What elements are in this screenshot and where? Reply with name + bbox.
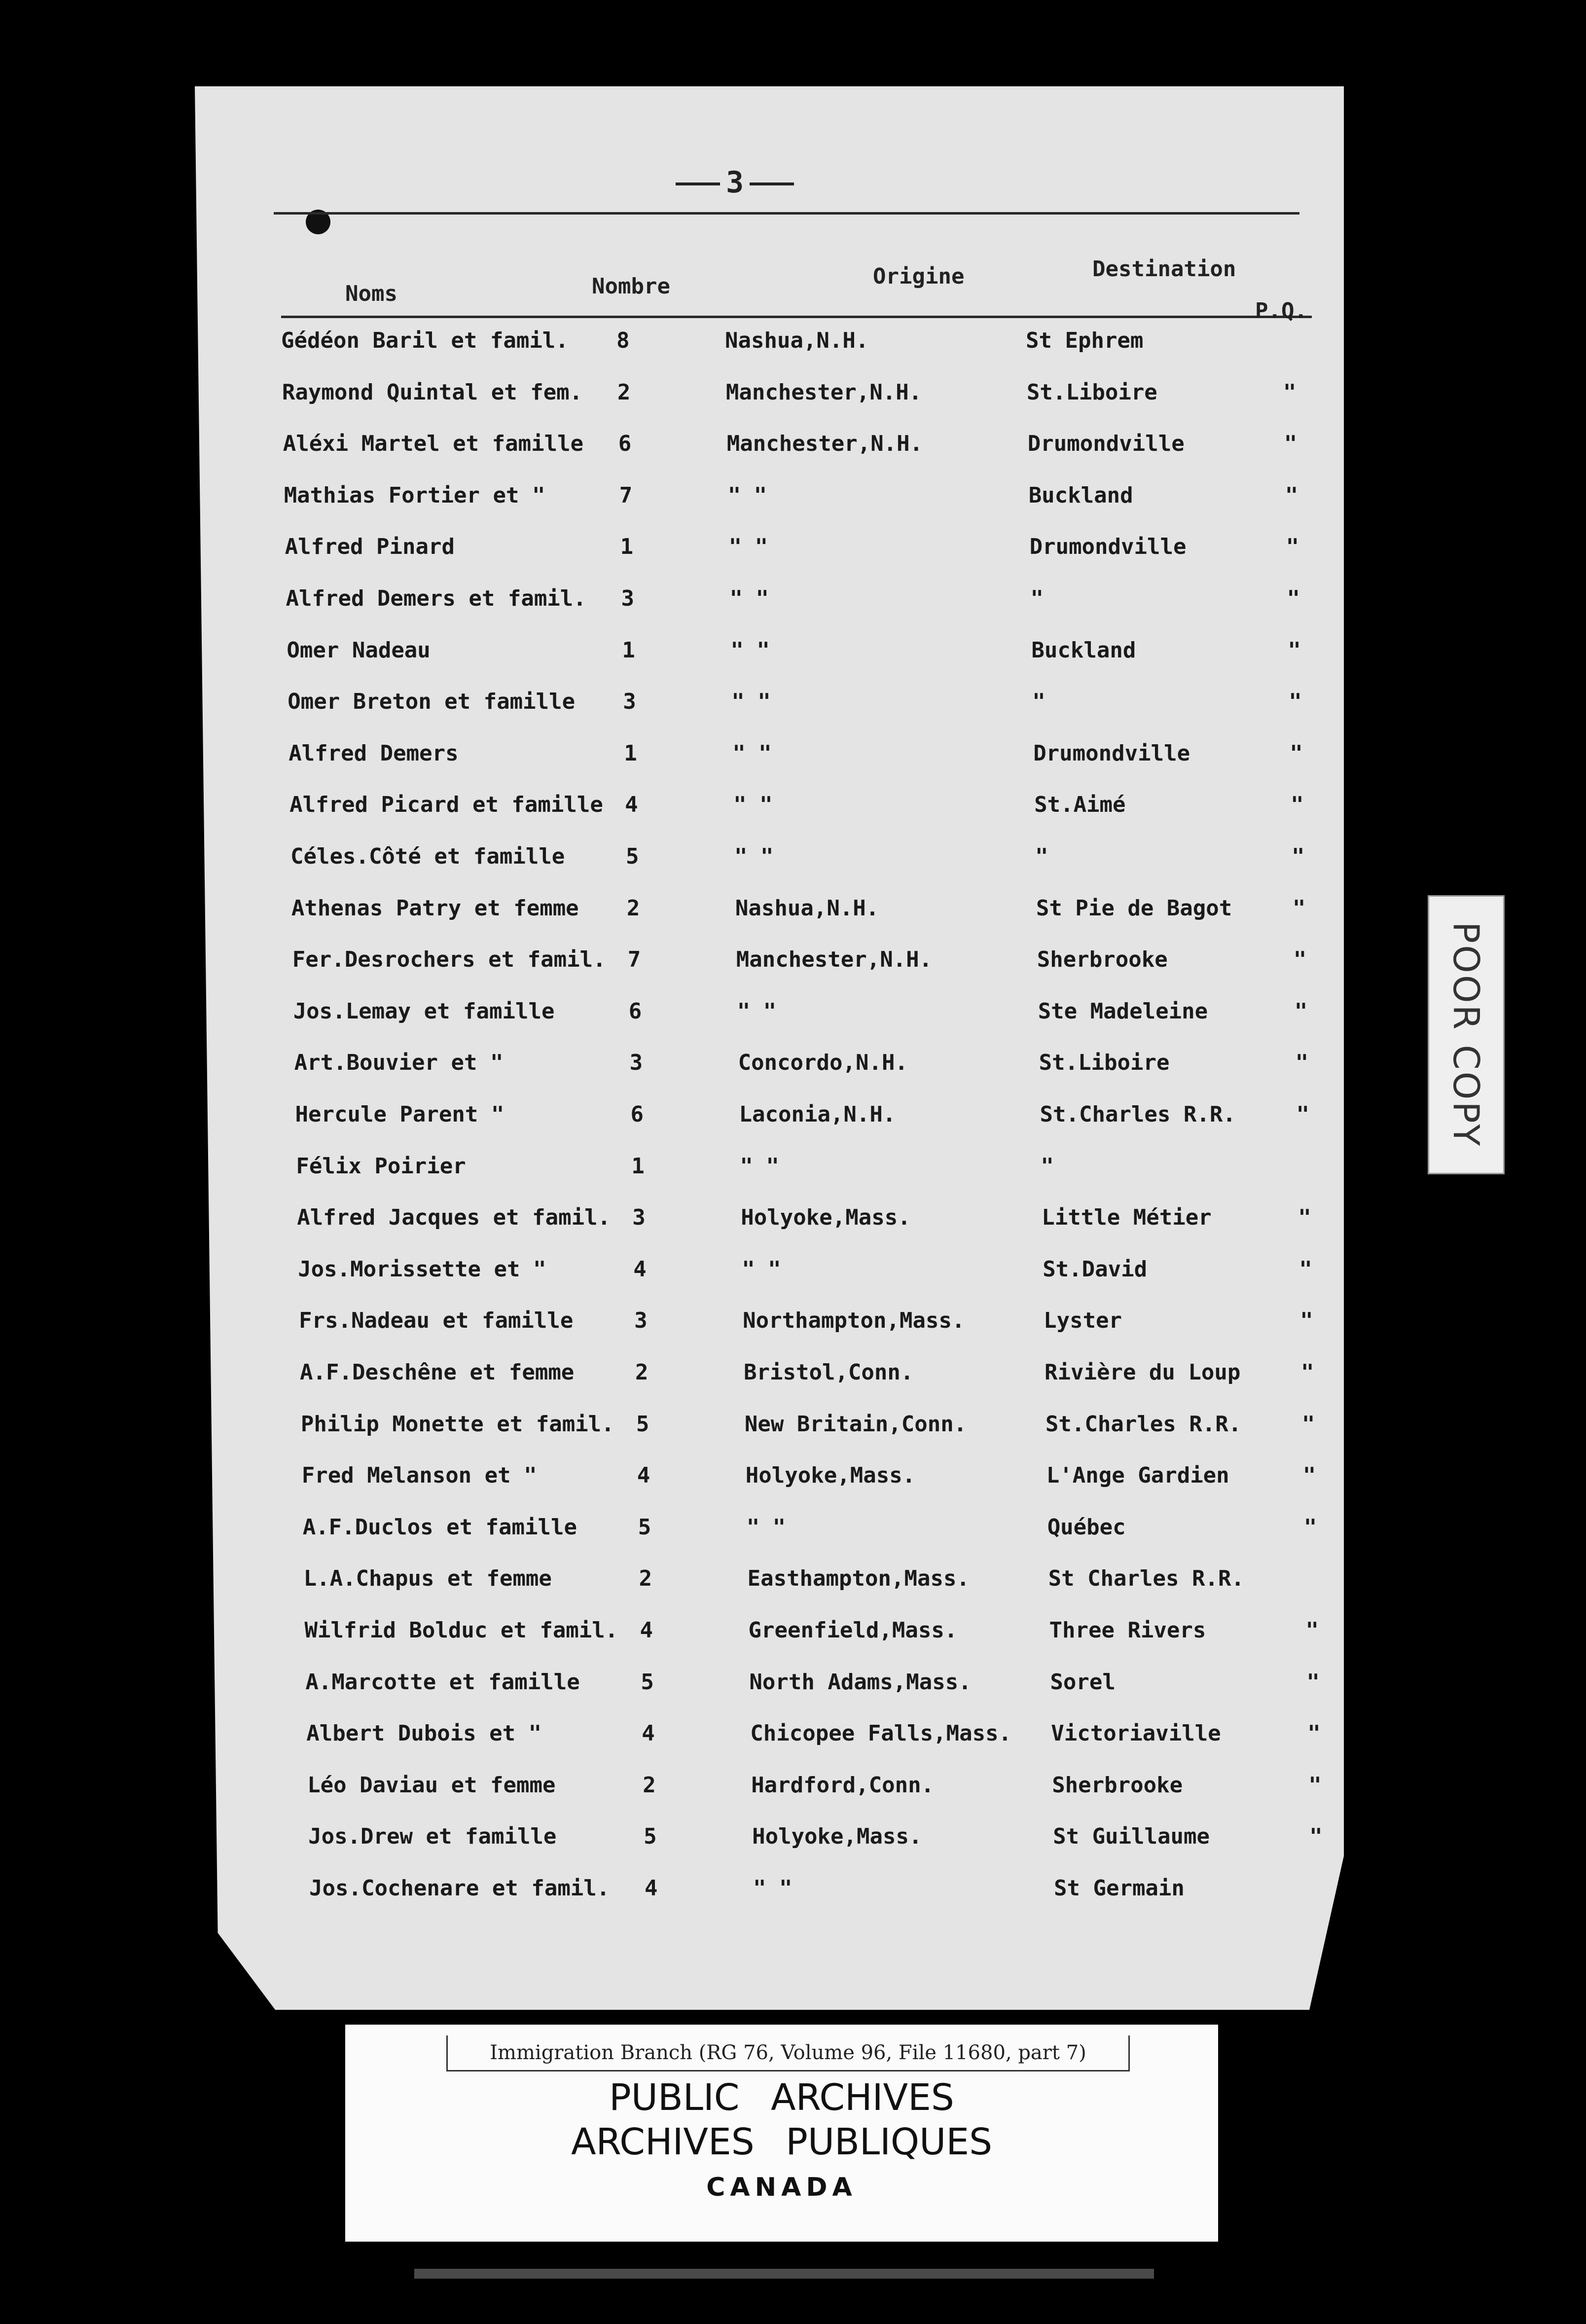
bottom-strip — [414, 2269, 1154, 2279]
row-nom: Jos.Cochenare et famil. — [309, 1876, 610, 1901]
row-pq: " — [1302, 1463, 1316, 1489]
row-pq: " — [1301, 1411, 1315, 1437]
row-pq: " — [1285, 482, 1298, 508]
row-destination: Buckland — [1028, 482, 1133, 508]
row-nombre: 3 — [632, 1205, 646, 1231]
row-nom: Jos.Morissette et " — [298, 1256, 546, 1282]
row-nom: Art.Bouvier et " — [294, 1050, 504, 1076]
row-nom: Alfred Demers et famil. — [286, 586, 586, 611]
row-origine: Holyoke,Mass. — [745, 1463, 916, 1489]
row-pq: " — [1288, 637, 1301, 663]
row-nombre: 3 — [629, 1050, 643, 1076]
row-nombre: 4 — [633, 1256, 647, 1282]
row-destination: St.Aimé — [1034, 792, 1126, 818]
row-pq: " — [1308, 1772, 1322, 1798]
row-origine: " " — [731, 689, 771, 715]
row-destination: St.Liboire — [1026, 379, 1157, 405]
header-destination: Destination — [1092, 256, 1236, 282]
row-origine: " " — [729, 586, 769, 611]
row-nombre: 4 — [625, 792, 638, 818]
row-origine: Nashua,N.H. — [725, 328, 869, 353]
row-origine: Greenfield,Mass. — [748, 1618, 958, 1643]
row-pq: " — [1306, 1669, 1320, 1695]
row-origine: New Britain,Conn. — [744, 1411, 967, 1437]
row-pq: " — [1298, 1205, 1311, 1231]
row-destination: St.Charles R.R. — [1045, 1411, 1242, 1437]
row-nom: Fer.Desrochers et famil. — [292, 947, 606, 973]
row-destination: Rivière du Loup — [1045, 1360, 1241, 1385]
row-pq: " — [1307, 1721, 1321, 1746]
archive-line-3: CANADA — [706, 2173, 857, 2202]
row-destination: Drumondville — [1029, 534, 1187, 560]
row-nom: Raymond Quintal et fem. — [282, 379, 583, 405]
row-pq: " — [1292, 844, 1305, 869]
top-rule — [274, 212, 1299, 215]
row-pq: " — [1305, 1618, 1319, 1643]
row-nombre: 6 — [618, 431, 632, 457]
row-nombre: 8 — [616, 328, 630, 353]
row-nom: Jos.Lemay et famille — [293, 998, 555, 1024]
row-nom: Mathias Fortier et " — [284, 482, 545, 508]
row-origine: " " — [728, 534, 768, 560]
row-nombre: 5 — [626, 844, 639, 869]
row-nombre: 1 — [624, 740, 637, 766]
row-destination: Sherbrooke — [1037, 947, 1168, 973]
row-destination: Three Rivers — [1049, 1618, 1206, 1643]
row-pq: " — [1296, 1102, 1309, 1127]
poor-copy-stamp — [1428, 895, 1505, 1174]
row-nom: Alfred Pinard — [285, 534, 455, 560]
row-pq: " — [1295, 1050, 1309, 1076]
row-nom: Omer Nadeau — [287, 637, 431, 663]
row-nombre: 7 — [627, 947, 641, 973]
row-destination: St Germain — [1054, 1876, 1185, 1901]
row-destination: St Guillaume — [1053, 1824, 1210, 1850]
archive-line-2: ARCHIVES PUBLIQUES — [571, 2121, 993, 2163]
row-pq: " — [1300, 1308, 1313, 1334]
row-nombre: 5 — [638, 1514, 651, 1540]
row-nombre: 2 — [617, 379, 631, 405]
row-destination: Sherbrooke — [1052, 1772, 1183, 1798]
row-origine: " " — [740, 1153, 779, 1179]
row-nom: L.A.Chapus et femme — [303, 1566, 552, 1592]
row-origine: Holyoke,Mass. — [752, 1824, 922, 1850]
row-nom: Céles.Côté et famille — [290, 844, 565, 869]
row-nom: Athenas Patry et femme — [291, 895, 579, 921]
row-pq: " — [1294, 998, 1308, 1024]
header-pq: P.Q. — [1255, 298, 1307, 324]
row-destination: Lyster — [1044, 1308, 1122, 1334]
row-nombre: 2 — [639, 1566, 652, 1592]
row-origine: " " — [732, 740, 772, 766]
row-nombre: 4 — [645, 1876, 658, 1901]
row-pq: " — [1289, 689, 1302, 715]
row-origine: Hardford,Conn. — [751, 1772, 935, 1798]
row-origine: Nashua,N.H. — [735, 895, 879, 921]
row-destination: St.Liboire — [1039, 1050, 1170, 1076]
row-origine: Holyoke,Mass. — [741, 1205, 911, 1231]
page-number-dash-left — [676, 182, 720, 185]
row-nombre: 7 — [619, 482, 633, 508]
row-destination: Little Métier — [1042, 1205, 1212, 1231]
header-noms: Noms — [345, 281, 397, 306]
page-number — [666, 165, 804, 200]
row-origine: Manchester,N.H. — [736, 947, 933, 973]
row-destination: " — [1030, 586, 1044, 611]
row-nom: Wilfrid Bolduc et famil. — [304, 1618, 618, 1643]
archive-reference: Immigration Branch (RG 76, Volume 96, File 11680, part 7) — [446, 2035, 1130, 2071]
row-nombre: 1 — [622, 637, 635, 663]
row-pq: " — [1293, 947, 1307, 973]
header-nombre: Nombre — [592, 274, 670, 299]
row-nom: Félix Poirier — [296, 1153, 466, 1179]
row-destination: Drumondville — [1033, 740, 1190, 766]
row-destination: " — [1032, 689, 1045, 715]
row-destination: St.David — [1043, 1256, 1148, 1282]
row-origine: Chicopee Falls,Mass. — [750, 1721, 1012, 1746]
header-origine: Origine — [873, 264, 965, 289]
row-origine: Manchester,N.H. — [726, 431, 923, 457]
row-destination: St Charles R.R. — [1048, 1566, 1244, 1592]
row-pq: " — [1286, 534, 1299, 560]
row-destination: Victoriaville — [1051, 1721, 1221, 1746]
row-nom: Albert Dubois et " — [306, 1721, 542, 1746]
row-nom: Alfred Demers — [288, 740, 459, 766]
row-origine: " " — [753, 1876, 793, 1901]
row-nombre: 5 — [636, 1411, 649, 1437]
row-origine: " " — [746, 1514, 786, 1540]
row-nombre: 3 — [623, 689, 636, 715]
row-destination: " — [1041, 1153, 1054, 1179]
row-pq: " — [1290, 740, 1303, 766]
row-origine: Northampton,Mass. — [743, 1308, 965, 1334]
header-rule — [281, 316, 1312, 318]
row-nombre: 4 — [642, 1721, 655, 1746]
row-nombre: 2 — [643, 1772, 656, 1798]
row-destination: Québec — [1047, 1514, 1126, 1540]
row-nom: Jos.Drew et famille — [308, 1824, 557, 1850]
row-destination: " — [1035, 844, 1048, 869]
page-number-text: 3 — [725, 165, 744, 200]
row-nom: Aléxi Martel et famille — [283, 431, 584, 457]
archive-label — [345, 2025, 1218, 2242]
row-nombre: 2 — [626, 895, 640, 921]
row-nombre: 1 — [620, 534, 634, 560]
row-origine: " " — [737, 998, 777, 1024]
row-nombre: 1 — [631, 1153, 645, 1179]
row-nombre: 5 — [641, 1669, 654, 1695]
row-destination: St.Charles R.R. — [1040, 1102, 1236, 1127]
row-nom: Omer Breton et famille — [288, 689, 576, 715]
row-origine: North Adams,Mass. — [749, 1669, 972, 1695]
row-nom: Frs.Nadeau et famille — [299, 1308, 574, 1334]
row-pq: " — [1309, 1824, 1323, 1850]
row-origine: " " — [734, 844, 774, 869]
row-origine: " " — [727, 482, 767, 508]
row-pq: " — [1301, 1360, 1314, 1385]
row-origine: " " — [730, 637, 770, 663]
row-nom: A.Marcotte et famille — [305, 1669, 580, 1695]
row-nom: A.F.Deschêne et femme — [300, 1360, 575, 1385]
row-nombre: 4 — [637, 1463, 650, 1489]
row-pq: " — [1303, 1514, 1317, 1540]
row-destination: St Pie de Bagot — [1036, 895, 1232, 921]
row-nom: Alfred Picard et famille — [289, 792, 603, 818]
row-nom: A.F.Duclos et famille — [302, 1514, 577, 1540]
row-destination: St Ephrem — [1026, 328, 1144, 353]
row-nom: Philip Monette et famil. — [300, 1411, 614, 1437]
page-number-dash-right — [750, 182, 794, 185]
row-nom: Alfred Jacques et famil. — [297, 1205, 611, 1231]
archive-line-1: PUBLIC ARCHIVES — [609, 2076, 954, 2119]
row-destination: Drumondville — [1027, 431, 1185, 457]
row-origine: " " — [742, 1256, 781, 1282]
row-destination: L'Ange Gardien — [1046, 1463, 1229, 1489]
poor-copy-text: POOR COPY — [1445, 921, 1487, 1148]
row-destination: Ste Madeleine — [1038, 998, 1208, 1024]
row-nombre: 6 — [628, 998, 642, 1024]
row-origine: Bristol,Conn. — [744, 1360, 914, 1385]
row-nombre: 3 — [621, 586, 634, 611]
row-nombre: 3 — [634, 1308, 648, 1334]
row-pq: " — [1299, 1256, 1312, 1282]
row-nom: Fred Melanson et " — [301, 1463, 537, 1489]
row-pq: " — [1292, 895, 1306, 921]
row-pq: " — [1283, 379, 1297, 405]
row-destination: Sorel — [1050, 1669, 1116, 1695]
row-origine: Concordo,N.H. — [738, 1050, 908, 1076]
row-nombre: 6 — [630, 1102, 644, 1127]
row-nom: Léo Daviau et femme — [307, 1772, 556, 1798]
row-nombre: 5 — [644, 1824, 657, 1850]
row-pq: " — [1287, 586, 1300, 611]
row-origine: " " — [733, 792, 773, 818]
row-pq: " — [1284, 431, 1298, 457]
row-origine: Easthampton,Mass. — [747, 1566, 970, 1592]
row-origine: Manchester,N.H. — [725, 379, 922, 405]
row-nom: Hercule Parent " — [295, 1102, 505, 1127]
row-nombre: 2 — [635, 1360, 649, 1385]
row-origine: Laconia,N.H. — [739, 1102, 896, 1127]
row-destination: Buckland — [1031, 637, 1136, 663]
row-nom: Gédéon Baril et famil. — [281, 328, 569, 353]
row-nombre: 4 — [640, 1618, 653, 1643]
row-pq: " — [1291, 792, 1304, 818]
